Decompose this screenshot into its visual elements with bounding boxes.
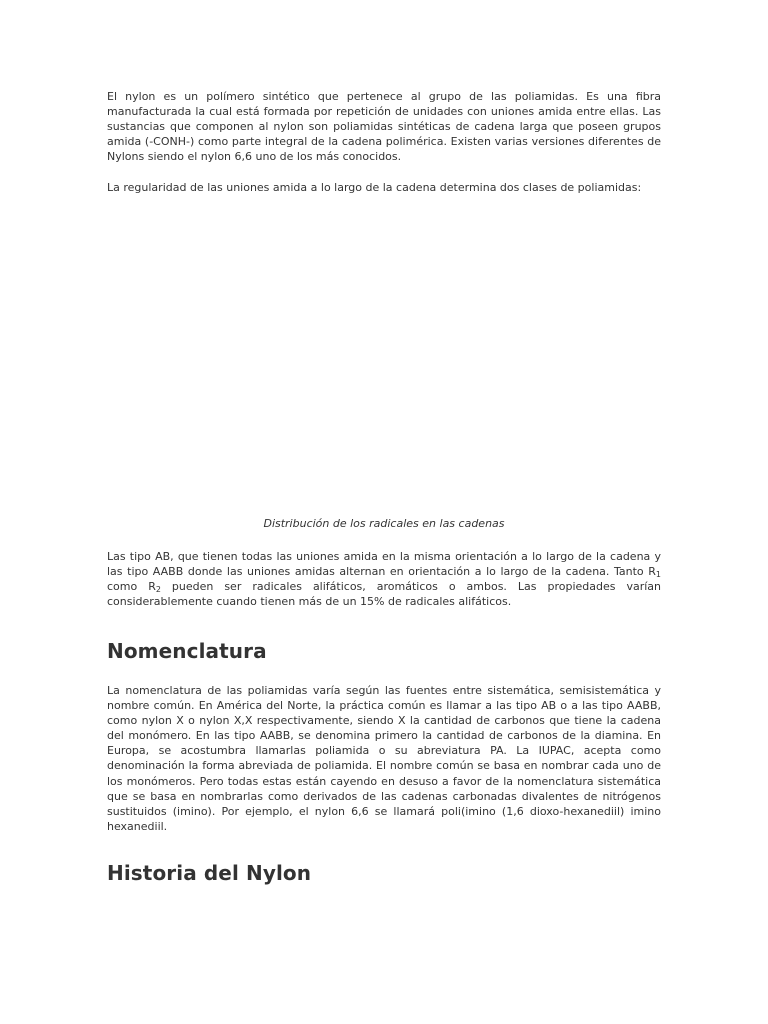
intro-paragraph-2: La regularidad de las uniones amida a lo largo de la cadena determina dos clases de poliamidas: xyxy=(107,181,642,194)
figure-placeholder xyxy=(107,205,661,505)
figure-caption: Distribución de los radicales en las cadenas xyxy=(263,517,505,530)
intro-paragraph-1: El nylon es un polímero sintético que pertenece al grupo de las poliamidas. Es una fibra manufacturada la cual está formada por repetición de unidades con uniones amida entre ellas. Las sustancias que componen al nylon son poliamidas sintéticas de cadena larga que poseen grupos amida (-CONH-) como parte integral de la cadena polimérica. Existen varias versiones diferentes de Nylons siendo el nylon 6,6 uno de los más conocidos. xyxy=(107,90,661,164)
types-text-before-r1: Las tipo AB, que tienen todas las uniones amida en la misma orientación a lo largo de la cadena y las tipo AABB donde las uniones amidas alternan en orientación a lo largo de la cadena. Tanto R xyxy=(107,550,661,579)
types-text-after-r2: pueden ser radicales alifáticos, aromáticos o ambos. Las propiedades varían considerablemente cuando tienen más de un 15% de radicales alifáticos. xyxy=(107,580,661,609)
r1-subscript: 1 xyxy=(655,570,661,580)
types-paragraph xyxy=(107,549,661,609)
historia-heading: Historia del Nylon xyxy=(107,861,312,885)
nomenclatura-paragraph: La nomenclatura de las poliamidas varía según las fuentes entre sistemática, semisistemática y nombre común. En América del Norte, la práctica común es llamar a las tipo AB o a las tipo AABB, como nylon X o nylon X,X respectivamente, siendo X la cantidad de carbonos que tiene la cadena del monómero. En las tipo AABB, se denomina primero la cantidad de carbonos de la diamina. En Europa, se acostumbra llamarlas poliamida o su abreviatura PA. La IUPAC, acepta como denominación la forma abreviada de poliamida. El nombre común se basa en nombrar cada uno de los monómeros. Pero todas estas están cayendo en desuso a favor de la nomenclatura sistemática que se basa en nombrarlas como derivados de las cadenas carbonadas divalentes de nitrógenos sustituidos (imino). Por ejemplo, el nylon 6,6 se llamará poli(imino (1,6 dioxo-hexanediil) imino hexanediil. xyxy=(107,684,661,833)
nomenclatura-heading: Nomenclatura xyxy=(107,639,267,663)
r2-subscript: 2 xyxy=(155,585,161,595)
types-text-between: como R xyxy=(107,580,156,594)
